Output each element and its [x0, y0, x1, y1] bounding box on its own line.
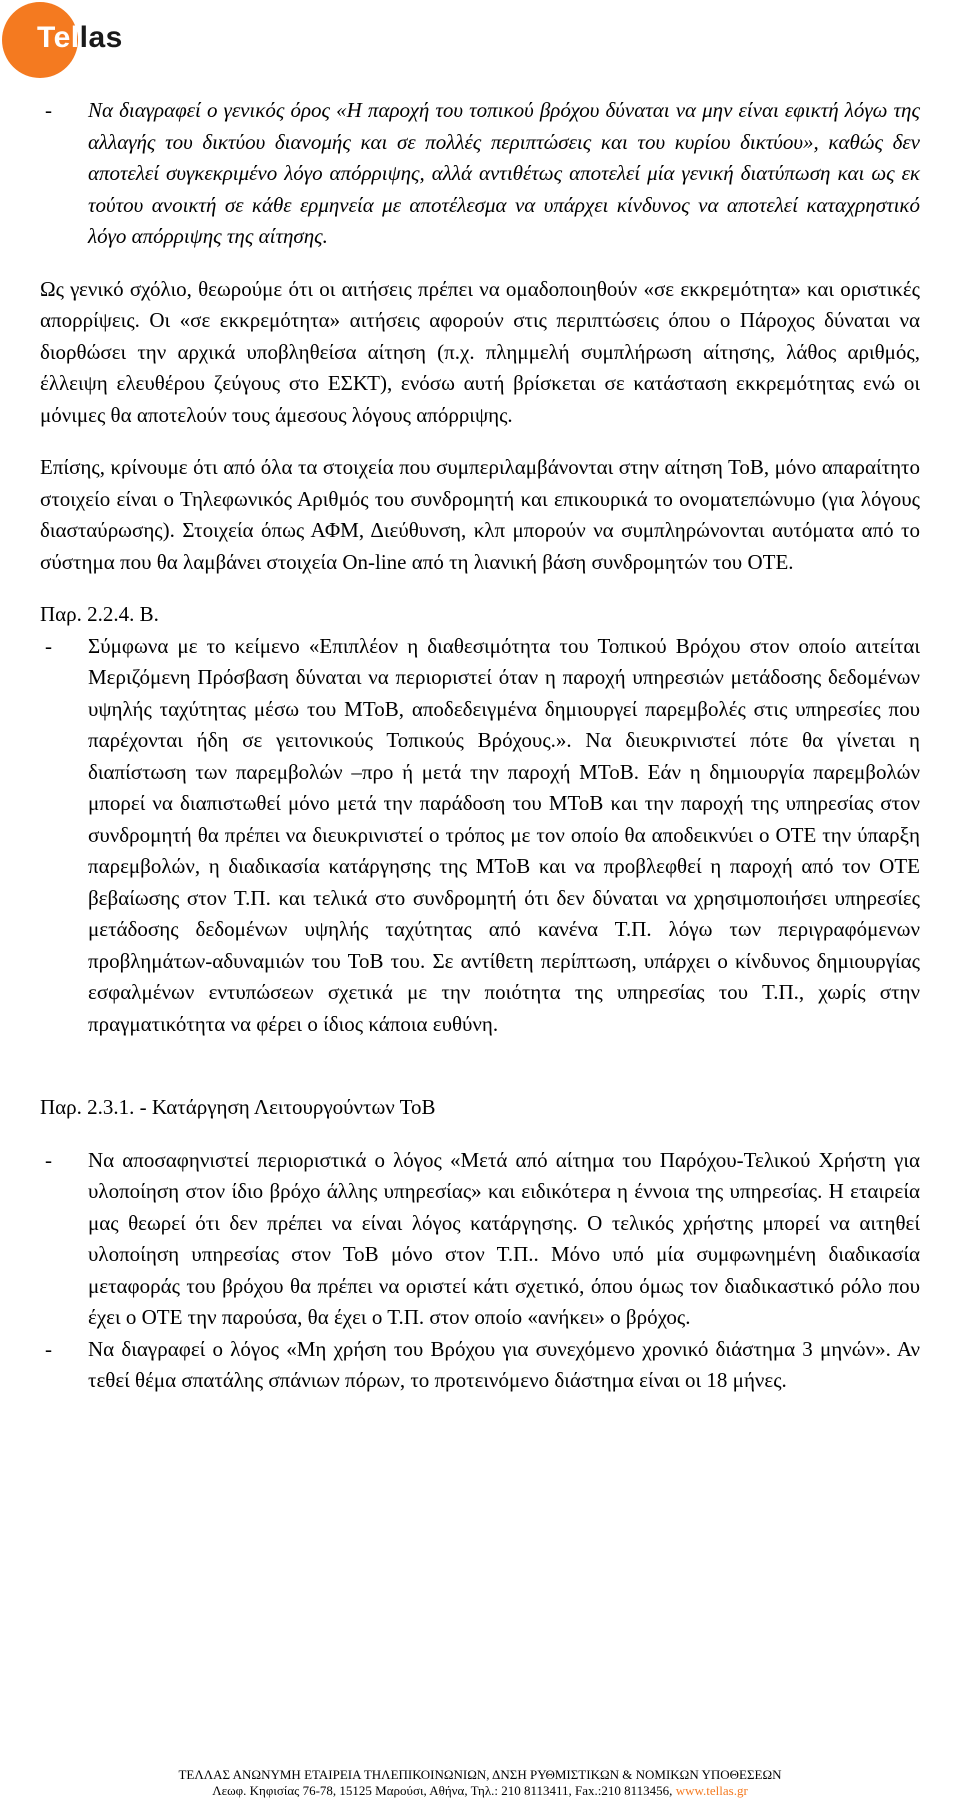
page-footer — [0, 1767, 960, 1799]
tellas-logo — [0, 0, 140, 80]
document-body — [40, 95, 920, 1397]
footer-address: Λεωφ. Κηφισίας 76-78, 15125 Μαρούσι, Αθήνα, Τηλ.: 210 8113411, Fax.:210 8113456, — [212, 1783, 676, 1798]
bullet-item-non-use — [40, 1334, 920, 1397]
logo-wordmark: Tellas — [37, 21, 123, 54]
footer-website-link[interactable]: www.tellas.gr — [675, 1783, 748, 1798]
footer-company-line: ΤΕΛΛΑΣ ΑΝΩΝΥΜΗ ΕΤΑΙΡΕΙΑ ΤΗΛΕΠΙΚΟΙΝΩΝΙΩΝ, ΔΝΣΗ ΡΥΘΜΙΣΤΙΚΩΝ & ΝΟΜΙΚΩΝ ΥΠΟΘΕΣΕΩΝ — [178, 1767, 782, 1782]
paragraph-general-comment: Ως γενικό σχόλιο, θεωρούμε ότι οι αιτήσεις πρέπει να ομαδοποιηθούν «σε εκκρεμότητα» και οριστικές απορρίψεις. Οι «σε εκκρεμότητα» αιτήσεις αφορούν στις περιπτώσεις όπου ο Πάροχος δύναται να διορθώσει την αρχικά υποβληθείσα αίτηση (π.χ. πλημμελή συμπλήρωση αίτησης, λάθος αριθμός, έλλειψη ελευθέρου ζεύγους στο ΕΣΚΤ), ενόσω αυτή βρίσκεται σε κατάσταση εκκρεμότητας ενώ οι μόνιμες θα αποτελούν τους άμεσους λόγους απόρριψης. — [40, 276, 920, 427]
bullet-item-service-definition — [40, 1145, 920, 1334]
bullet-text: Να διαγραφεί ο λόγος «Μη χρήση του Βρόχου για συνεχόμενο χρονικό διάστημα 3 μηνών». Αν τεθεί θέμα σπατάλης σπάνιων πόρων, το προτεινόμενο διάστημα είναι οι 18 μήνες. — [88, 1336, 920, 1392]
bullet-dash: - — [45, 633, 52, 658]
bullet-text: Να διαγραφεί ο γενικός όρος «Η παροχή του τοπικού βρόχου δύναται να μην είναι εφικτή λόγω της αλλαγής του δικτύου διανομής και σε πολλές περιπτώσεις και του κυρίου δικτύου», καθώς δεν αποτελεί συγκεκριμένο λόγο απόρριψης, αλλά αντιθέτως αποτελεί μία γενική διατύπωση και ως εκ τούτου ανοικτή σε κάθε ερμηνεία με αποτέλεσμα να υπάρχει κίνδυνος να αποτελεί καταχρηστικό λόγο απόρριψης της αίτησης. — [88, 98, 920, 248]
bullet-item-general-term — [40, 95, 920, 253]
section-heading-2-2-4: Παρ. 2.2.4. Β. — [40, 602, 159, 626]
footer-address-line — [0, 1783, 960, 1799]
paragraph-tob-fields: Επίσης, κρίνουμε ότι από όλα τα στοιχεία που συμπεριλαμβάνονται στην αίτηση ΤοΒ, μόνο απαραίτητο στοιχείο είναι ο Τηλεφωνικός Αριθμός του συνδρομητή και επικουρικά το ονοματεπώνυμο (για λόγους διασταύρωσης). Στοιχεία όπως ΑΦΜ, Διεύθυνση, κλπ μπορούν να συμπληρώνονται αυτόματα από το σύστημα που θα λαμβάνει στοιχεία On-line από τη λιανική βάση συνδρομητών του ΟΤΕ. — [40, 455, 920, 574]
bullet-dash: - — [45, 1147, 52, 1172]
bullet-text: Να αποσαφηνιστεί περιοριστικά ο λόγος «Μετά από αίτημα του Παρόχου-Τελικού Χρήστη για υλοποίηση στον ίδιο βρόχο άλλης υπηρεσίας» και ειδικότερα η έννοια της υπηρεσίας. Η εταιρεία μας θεωρεί ότι δεν πρέπει να είναι λόγος κατάργησης. Ο τελικός χρήστης μπορεί να αιτηθεί υλοποίηση υπηρεσίας στον ΤοΒ μόνο στον Τ.Π.. Μόνο υπό μία συμφωνημένη διαδικασία μεταφοράς του βρόχου θα πρέπει να οριστεί κάτι σχετικό, όπου όμως τον διαδικαστικό ρόλο που έχει ο ΟΤΕ την παρούσα, θα έχει ο Τ.Π. στον οποίο «ανήκει» ο βρόχος. — [88, 1147, 920, 1329]
bullet-item-interference — [40, 631, 920, 1041]
bullet-dash: - — [45, 98, 52, 122]
bullet-text: Σύμφωνα με το κείμενο «Επιπλέον η διαθεσιμότητα του Τοπικού Βρόχου στον οποίο αιτείται Μεριζόμενη Πρόσβαση δύναται να περιοριστεί όταν η παροχή υπηρεσιών μετάδοσης δεδομένων υψηλής ταχύτητας μέσω του ΜΤοΒ, αποδεδειγμένα δημιουργεί παρεμβολές στις υπηρεσίες που παρέχονται ήδη σε γειτονικούς Τοπικούς Βρόχους.». Να διευκρινιστεί πότε θα γίνεται η διαπίστωση των παρεμβολών –προ ή μετά την παροχή ΜΤοΒ. Εάν η δημιουργία παρεμβολών μπορεί να διαπιστωθεί μόνο μετά την παράδοση του ΜΤοΒ και την παροχή της υπηρεσίας στον συνδρομητή θα πρέπει να διευκρινιστεί ο τρόπος με τον οποίο θα αποδεικνύει ο ΟΤΕ την ύπαρξη παρεμβολών, η διαδικασία κατάργησης της ΜΤοΒ και να προβλεφθεί η παροχή από τον ΟΤΕ βεβαίωσης στον Τ.Π. και τελικά στο συνδρομητή ότι δεν δύναται να χρησιμοποιήσει υπηρεσίες μετάδοσης δεδομένων υψηλής ταχύτητας από κανένα Τ.Π. λόγω των περιγραφόμενων προβλημάτων-αδυναμιών του ΤοΒ του. Σε αντίθετη περίπτωση, υπάρχει ο κίνδυνος δημιουργίας εσφαλμένων εντυπώσεων σχετικά με την ποιότητα της υπηρεσίας του Τ.Π., χωρίς στην πραγματικότητα να φέρει ο ίδιος κάποια ευθύνη. — [88, 633, 920, 1036]
bullet-dash: - — [45, 1336, 52, 1361]
section-heading-2-3-1: Παρ. 2.3.1. - Κατάργηση Λειτουργούντων ΤοΒ — [40, 1095, 436, 1119]
